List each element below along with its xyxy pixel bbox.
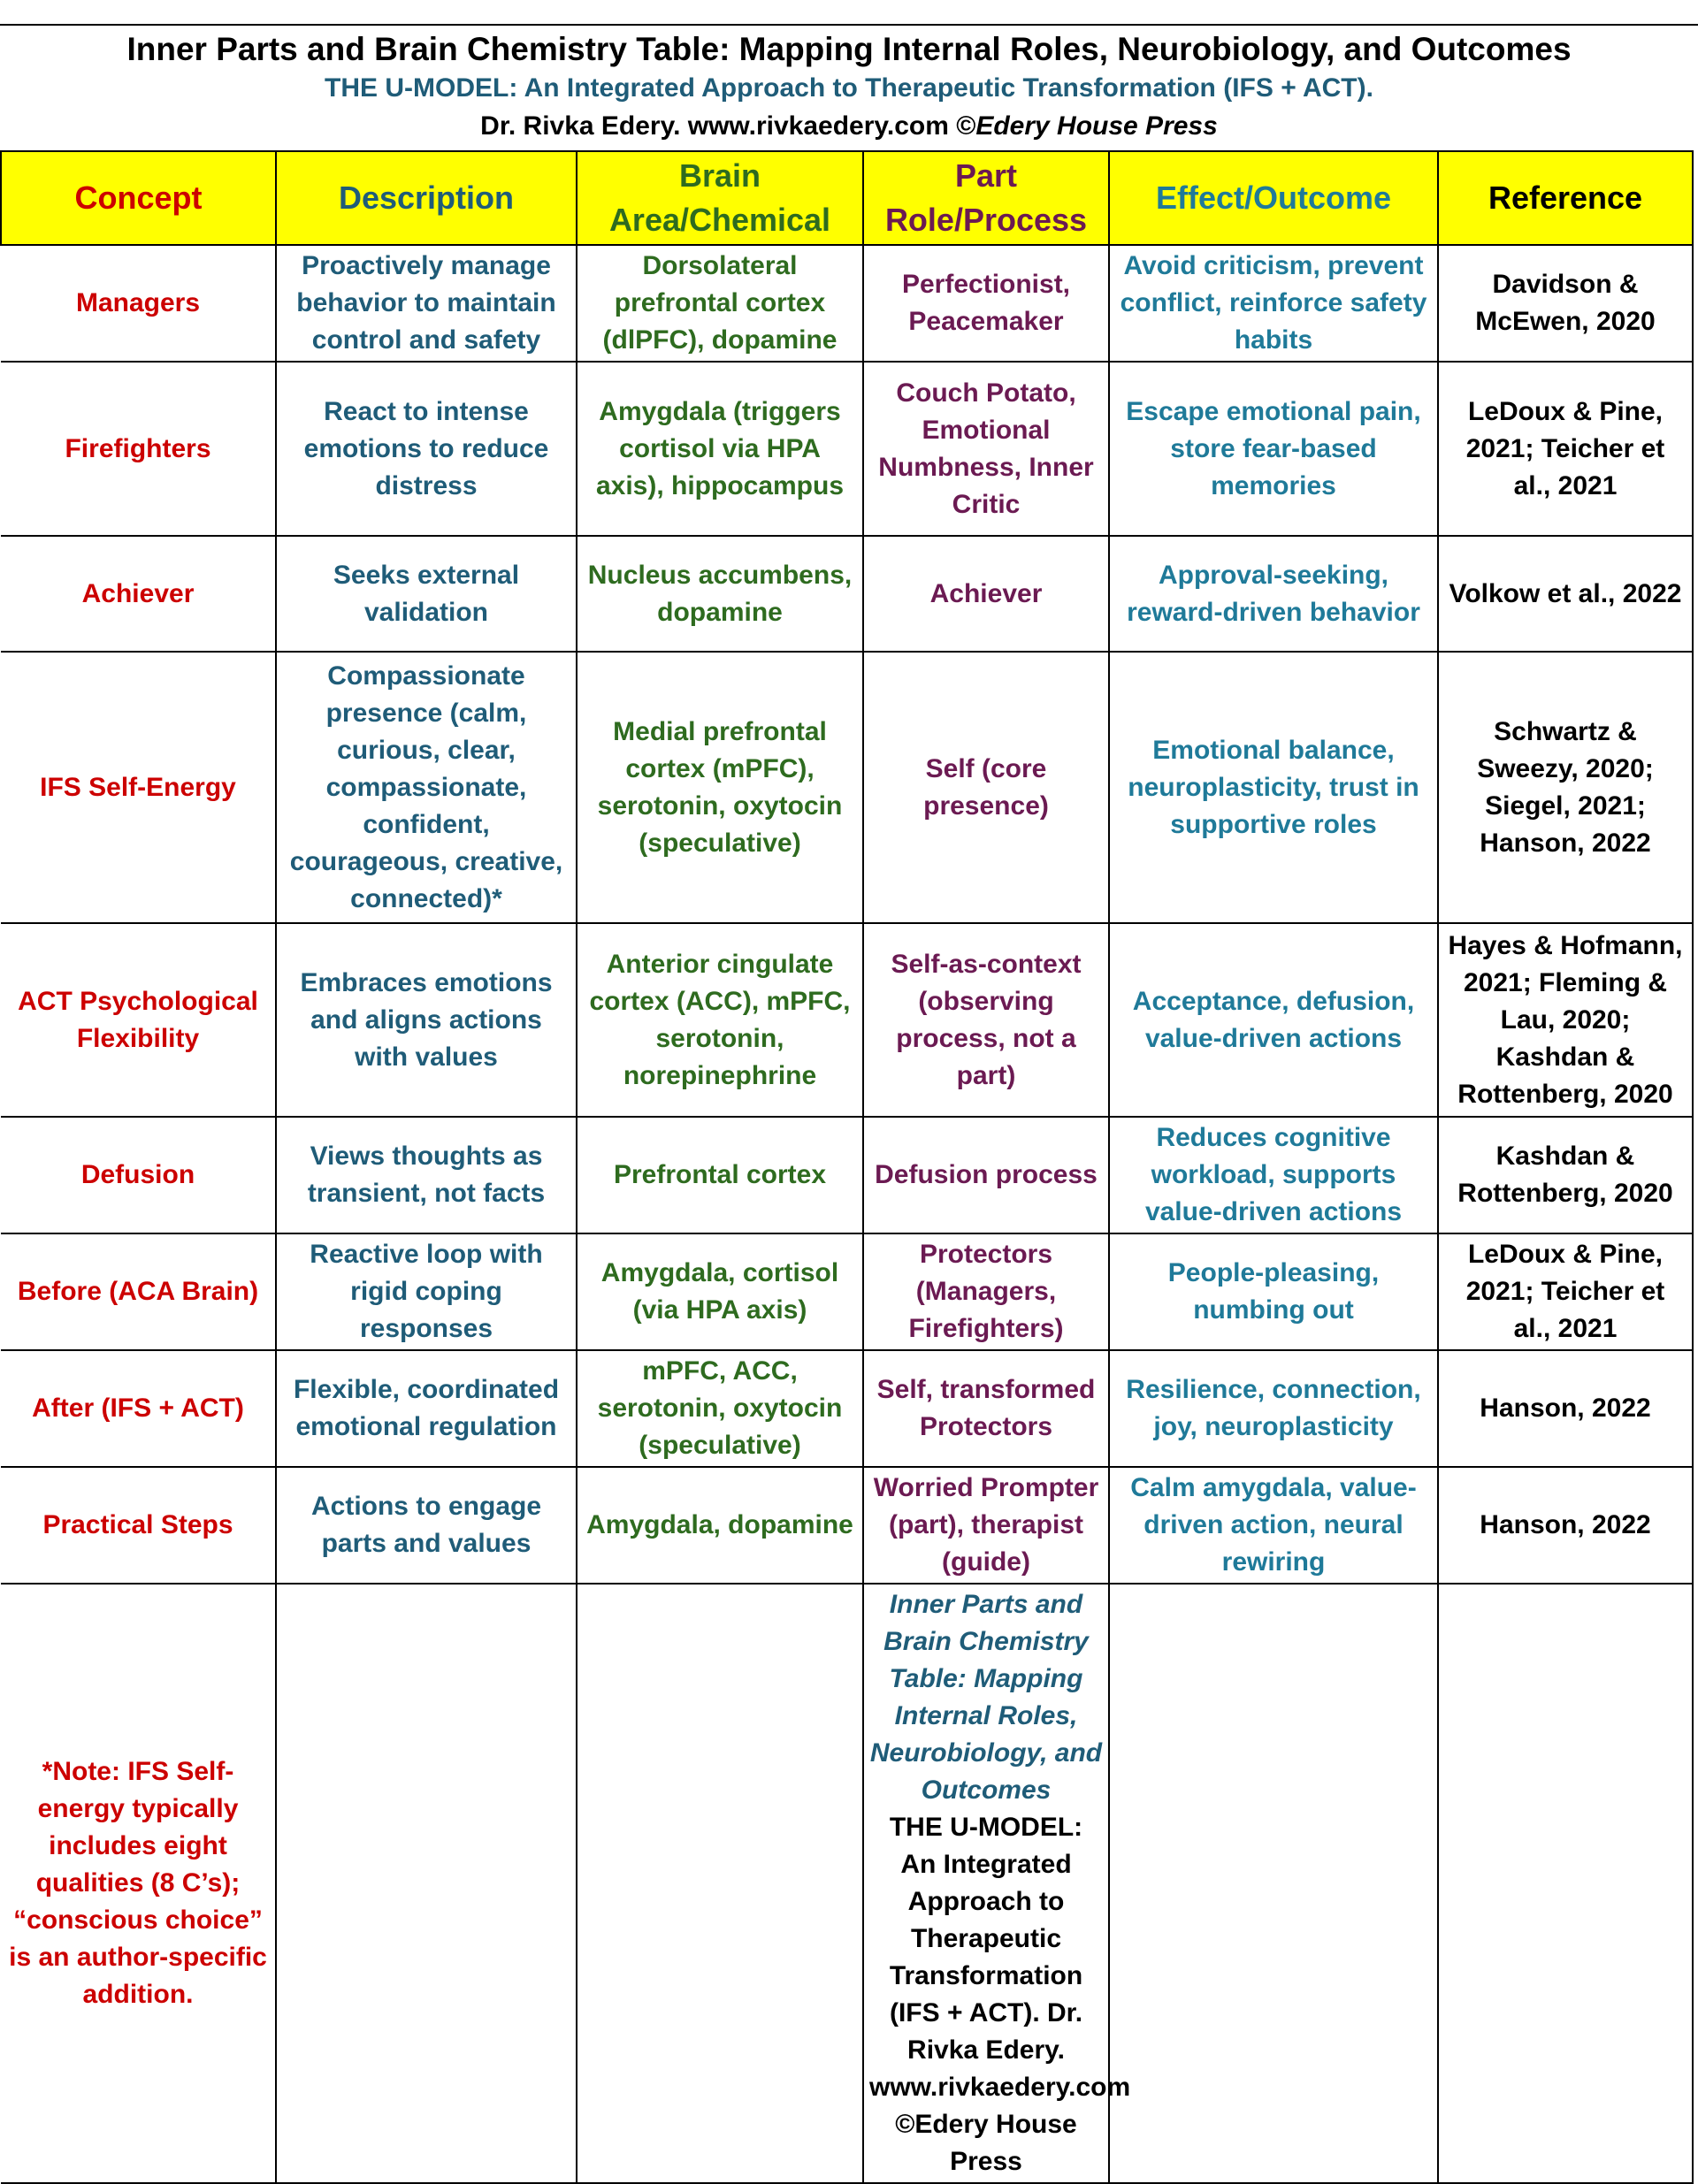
reference-cell: Kashdan & Rottenberg, 2020: [1438, 1117, 1693, 1233]
description-cell: Reactive loop with rigid coping responses: [276, 1233, 577, 1350]
credit-title: Inner Parts and Brain Chemistry Table: Mapping Internal Roles, Neurobiology, and Outcomes: [869, 1590, 1103, 1805]
description-cell: Actions to engage parts and values: [276, 1467, 577, 1584]
part-cell: Achiever: [863, 536, 1109, 652]
concept-cell: IFS Self-Energy: [1, 652, 276, 923]
brain-cell: Amygdala, cortisol (via HPA axis): [577, 1233, 863, 1350]
column-header-description: Description: [276, 151, 577, 245]
column-header-effect: Effect/Outcome: [1109, 151, 1438, 245]
page-title: Inner Parts and Brain Chemistry Table: Mapping Internal Roles, Neurobiology, and Outcomes: [126, 31, 1572, 67]
description-cell: Seeks external validation: [276, 536, 577, 652]
table-row: [1, 1467, 1693, 1584]
column-header-concept: Concept: [1, 151, 276, 245]
empty-cell: [1109, 1584, 1438, 2183]
footnote-cell: *Note: IFS Self-energy typically includes eight qualities (8 C’s); “conscious choice” is an author-specific addition.: [1, 1584, 276, 2183]
part-cell: Protectors (Managers, Firefighters): [863, 1233, 1109, 1350]
brain-cell: Medial prefrontal cortex (mPFC), serotonin, oxytocin (speculative): [577, 652, 863, 923]
description-cell: Flexible, coordinated emotional regulation: [276, 1350, 577, 1467]
part-cell: Defusion process: [863, 1117, 1109, 1233]
empty-cell: [1438, 1584, 1693, 2183]
description-cell: Embraces emotions and aligns actions with values: [276, 923, 577, 1117]
brain-cell: Amygdala, dopamine: [577, 1467, 863, 1584]
concept-cell: Before (ACA Brain): [1, 1233, 276, 1350]
concept-cell: Firefighters: [1, 362, 276, 536]
effect-cell: Approval-seeking, reward-driven behavior: [1109, 536, 1438, 652]
concept-cell: Achiever: [1, 536, 276, 652]
concept-cell: ACT Psychological Flexibility: [1, 923, 276, 1117]
concept-cell: Managers: [1, 245, 276, 362]
reference-cell: Volkow et al., 2022: [1438, 536, 1693, 652]
brain-cell: Prefrontal cortex: [577, 1117, 863, 1233]
description-cell: React to intense emotions to reduce distress: [276, 362, 577, 536]
part-cell: Self-as-context (observing process, not a part): [863, 923, 1109, 1117]
empty-cell: [276, 1584, 577, 2183]
effect-cell: People-pleasing, numbing out: [1109, 1233, 1438, 1350]
effect-cell: Escape emotional pain, store fear-based memories: [1109, 362, 1438, 536]
table-row: [1, 652, 1693, 923]
brain-cell: Nucleus accumbens, dopamine: [577, 536, 863, 652]
table-row: [1, 245, 1693, 362]
page-subtitle: THE U-MODEL: An Integrated Approach to Therapeutic Transformation (IFS + ACT).: [325, 73, 1373, 103]
part-cell: Self (core presence): [863, 652, 1109, 923]
brain-cell: Dorsolateral prefrontal cortex (dlPFC), dopamine: [577, 245, 863, 362]
press-name: Edery House Press: [975, 111, 1218, 141]
column-header-reference: Reference: [1438, 151, 1693, 245]
reference-cell: Hanson, 2022: [1438, 1467, 1693, 1584]
concept-cell: Practical Steps: [1, 1467, 276, 1584]
brain-cell: Amygdala (triggers cortisol via HPA axis), hippocampus: [577, 362, 863, 536]
effect-cell: Resilience, connection, joy, neuroplasticity: [1109, 1350, 1438, 1467]
effect-cell: Emotional balance, neuroplasticity, trust in supportive roles: [1109, 652, 1438, 923]
table-row: [1, 536, 1693, 652]
concept-table: [0, 150, 1694, 2184]
reference-cell: Hayes & Hofmann, 2021; Fleming & Lau, 2020; Kashdan & Rottenberg, 2020: [1438, 923, 1693, 1117]
concept-cell: After (IFS + ACT): [1, 1350, 276, 1467]
table-row: [1, 923, 1693, 1117]
author-text: Dr. Rivka Edery. www.rivkaedery.com ©: [480, 111, 976, 141]
column-header-part: Part Role/Process: [863, 151, 1109, 245]
table-row: [1, 362, 1693, 536]
effect-cell: Calm amygdala, value-driven action, neural rewiring: [1109, 1467, 1438, 1584]
footer-row: [1, 1584, 1693, 2183]
header-row: [1, 151, 1693, 245]
description-cell: Compassionate presence (calm, curious, clear, compassionate, confident, courageous, creative, connected)*: [276, 652, 577, 923]
reference-cell: Hanson, 2022: [1438, 1350, 1693, 1467]
part-cell: Couch Potato, Emotional Numbness, Inner Critic: [863, 362, 1109, 536]
brain-cell: mPFC, ACC, serotonin, oxytocin (speculative): [577, 1350, 863, 1467]
brain-cell: Anterior cingulate cortex (ACC), mPFC, serotonin, norepinephrine: [577, 923, 863, 1117]
table-row: [1, 1350, 1693, 1467]
effect-cell: Avoid criticism, prevent conflict, reinforce safety habits: [1109, 245, 1438, 362]
description-cell: Proactively manage behavior to maintain control and safety: [276, 245, 577, 362]
part-cell: Self, transformed Protectors: [863, 1350, 1109, 1467]
effect-cell: Acceptance, defusion, value-driven actions: [1109, 923, 1438, 1117]
column-header-brain: Brain Area/Chemical: [577, 151, 863, 245]
concept-cell: Defusion: [1, 1117, 276, 1233]
page-header: [0, 24, 1698, 152]
empty-cell: [577, 1584, 863, 2183]
part-cell: Worried Prompter (part), therapist (guide): [863, 1467, 1109, 1584]
credit-cell: [863, 1584, 1131, 2183]
effect-cell: Reduces cognitive workload, supports value-driven actions: [1109, 1117, 1438, 1233]
credit-body: THE U-MODEL: An Integrated Approach to Therapeutic Transformation (IFS + ACT). Dr. Rivka Edery. www.rivkaedery.com ©Edery House Press: [869, 1813, 1131, 2176]
table-row: [1, 1233, 1693, 1350]
description-cell: Views thoughts as transient, not facts: [276, 1117, 577, 1233]
author-line: [0, 111, 1698, 141]
part-cell: Perfectionist, Peacemaker: [863, 245, 1109, 362]
reference-cell: LeDoux & Pine, 2021; Teicher et al., 2021: [1438, 1233, 1693, 1350]
reference-cell: Davidson & McEwen, 2020: [1438, 245, 1693, 362]
reference-cell: Schwartz & Sweezy, 2020; Siegel, 2021; Hanson, 2022: [1438, 652, 1693, 923]
table-row: [1, 1117, 1693, 1233]
reference-cell: LeDoux & Pine, 2021; Teicher et al., 2021: [1438, 362, 1693, 536]
